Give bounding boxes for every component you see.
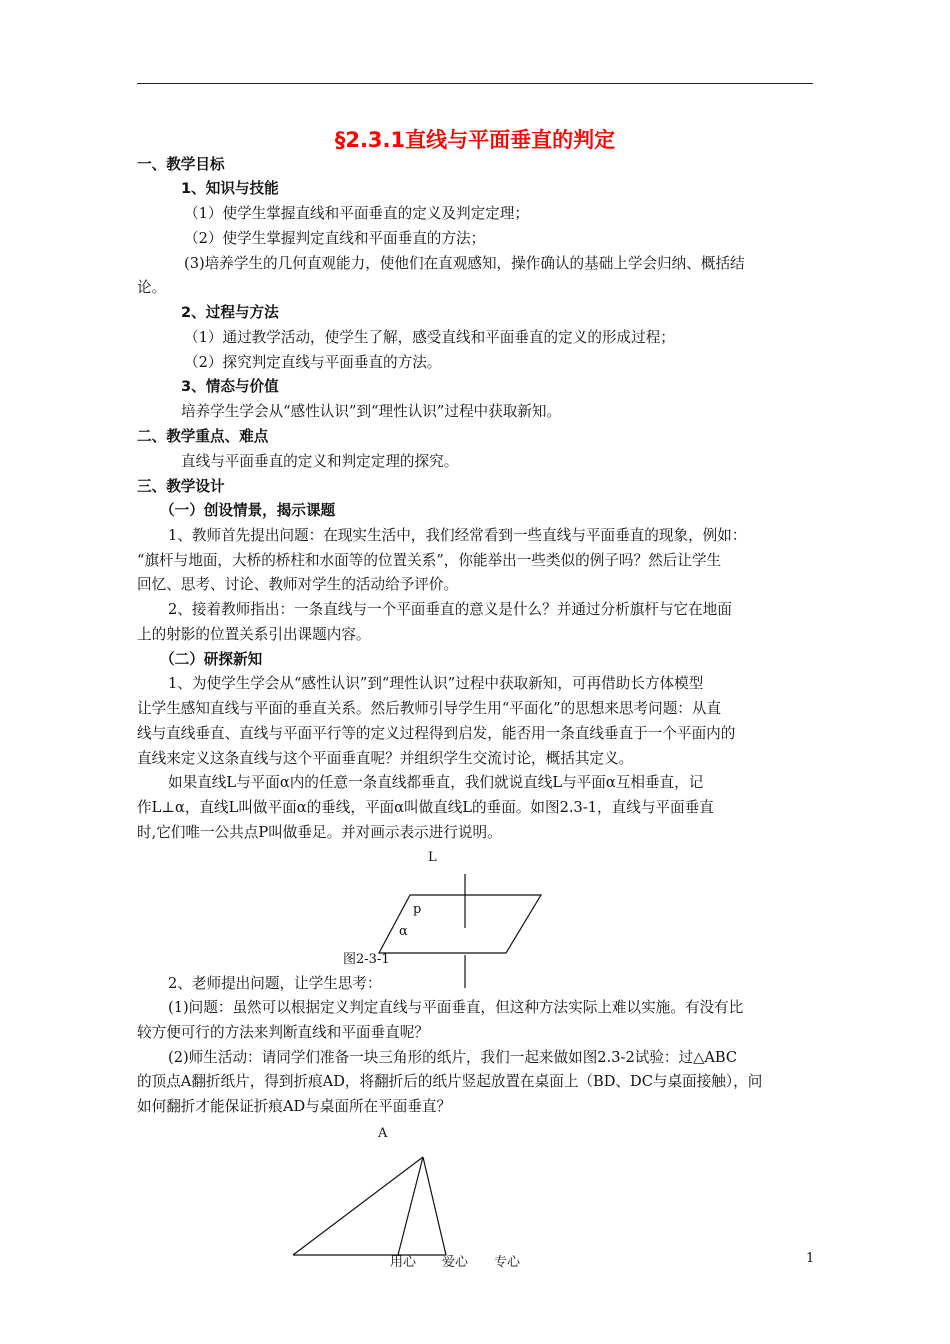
body-line: 上的射影的位置关系引出课题内容。 — [137, 626, 371, 643]
section-2-heading: 二、教学重点、难点 — [137, 428, 269, 445]
page-title: §2.3.1直线与平面垂直的判定 — [334, 128, 616, 152]
subheading-attitude-values: 3、情态与价值 — [181, 378, 279, 395]
goal-line: (3)培养学生的几何直观能力，使他们在直观感知，操作确认的基础上学会归纳、概括结 — [184, 255, 745, 272]
goal-line: （1）使学生掌握直线和平面垂直的定义及判定定理； — [184, 205, 529, 222]
key-point-line: 直线与平面垂直的定义和判定定理的探究。 — [181, 453, 459, 470]
section-3-heading: 三、教学设计 — [137, 478, 225, 495]
body-line: 1、教师首先提出问题：在现实生活中，我们经常看到一些直线与平面垂直的现象，例如： — [168, 527, 747, 544]
goal-line: （2）探究判定直线与平面垂直的方法。 — [184, 354, 442, 371]
side-AC — [423, 1157, 446, 1255]
goal-line: （1）通过教学活动，使学生了解，感受直线和平面垂直的定义的形成过程； — [184, 329, 675, 346]
body-line: 如果直线L与平面α内的任意一条直线都垂直，我们就说直线L与平面α互相垂直，记 — [168, 774, 704, 791]
section-1-heading: 一、教学目标 — [137, 156, 225, 173]
footer-motto: 用心 爱心 专心 — [390, 1255, 521, 1270]
goal-line: 培养学生学会从“感性认识”到“理性认识”过程中获取新知。 — [181, 403, 562, 420]
figure-label-p: p — [413, 902, 422, 917]
body-line: (2)师生活动：请同学们准备一块三角形的纸片，我们一起来做如图2.3-2试验：过△ABC — [168, 1049, 738, 1066]
fold-AD — [398, 1157, 423, 1255]
body-line: 时,它们唯一公共点P叫做垂足。并对画示表示进行说明。 — [137, 824, 502, 841]
figure-2-3-2-diagram — [293, 1157, 446, 1255]
goal-line: （2）使学生掌握判定直线和平面垂直的方法； — [184, 230, 486, 247]
body-line: 让学生感知直线与平面的垂直关系。然后教师引导学生用“平面化”的思想来思考问题：从直 — [137, 700, 722, 717]
body-line: 1、为使学生学会从“感性认识”到“理性认识”过程中获取新知，可再借助长方体模型 — [168, 675, 704, 692]
body-line: 回忆、思考、讨论、教师对学生的活动给予评价。 — [137, 576, 459, 593]
part-1-heading: （一）创设情景，揭示课题 — [160, 502, 336, 519]
body-line: 的顶点A翻折纸片，得到折痕AD，将翻折后的纸片竖起放置在桌面上（BD、DC与桌面接触），问 — [137, 1073, 763, 1090]
body-line: 2、接着教师指出：一条直线与一个平面垂直的意义是什么？并通过分析旗杆与它在地面 — [168, 601, 732, 618]
body-line: “旗杆与地面，大桥的桥柱和水面等的位置关系”，你能举出一些类似的例子吗？然后让学生 — [137, 552, 722, 569]
body-line: 作L⊥α，直线L叫做平面α的垂线，平面α叫做直线L的垂面。如图2.3-1，直线与平面垂直 — [137, 799, 714, 816]
page-number: 1 — [806, 1251, 815, 1266]
body-line: (1)问题：虽然可以根据定义判定直线与平面垂直，但这种方法实际上难以实施。有没有比 — [168, 999, 744, 1016]
body-line: 2、老师提出问题，让学生思考： — [168, 975, 382, 992]
part-2-heading: （二）研探新知 — [160, 651, 263, 668]
body-line: 较方便可行的方法来判断直线和平面垂直呢？ — [137, 1024, 429, 1041]
figure-label-A: A — [378, 1126, 388, 1141]
subheading-knowledge-skills: 1、知识与技能 — [181, 180, 279, 197]
subheading-process-method: 2、过程与方法 — [181, 304, 279, 321]
figure-label-L: L — [428, 850, 437, 865]
body-line: 如何翻折才能保证折痕AD与桌面所在平面垂直？ — [137, 1098, 452, 1115]
body-line: 直线来定义这条直线与这个平面垂直呢？并组织学生交流讨论，概括其定义。 — [137, 750, 634, 767]
body-line: 线与直线垂直、直线与平面平行等的定义过程得到启发，能否用一条直线垂直于一个平面内的 — [137, 725, 736, 742]
goal-line: 论。 — [137, 279, 167, 296]
side-AB — [293, 1157, 423, 1255]
figure-caption: 图2-3-1 — [343, 952, 390, 967]
figure-label-alpha: α — [399, 924, 408, 939]
